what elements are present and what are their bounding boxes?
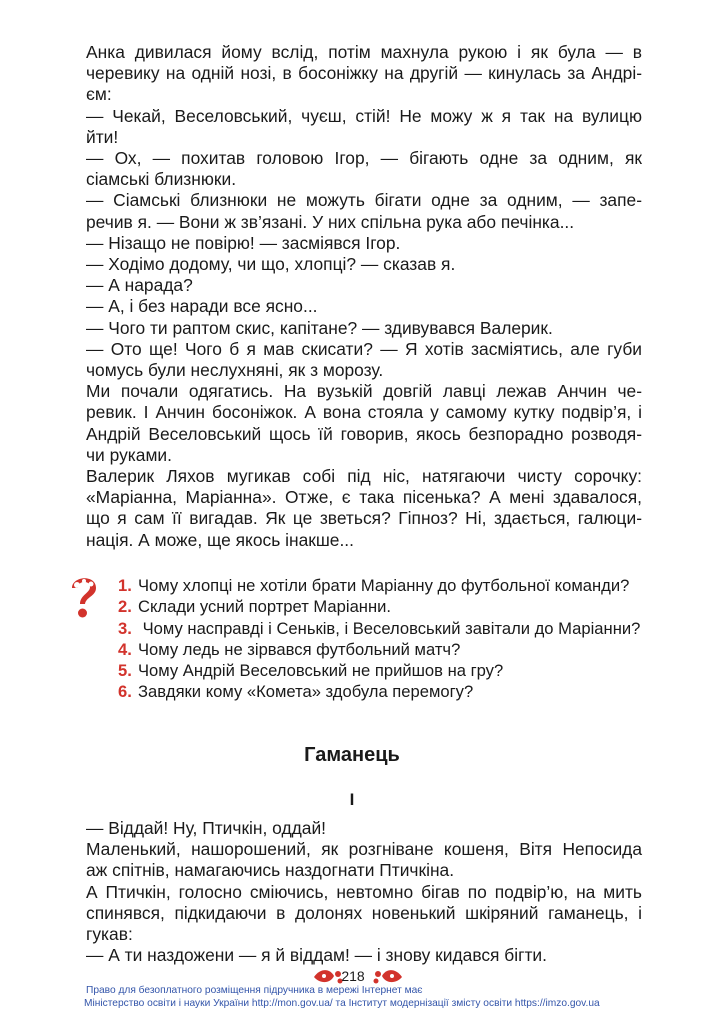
question-text: Склади усний портрет Маріанни. — [138, 597, 392, 617]
text-line: — Ох, — похитав головою Ігор, — бігають одне за одним, як — [86, 148, 642, 169]
questions-list — [118, 575, 658, 703]
text-line: А Птичкін, голосно сміючись, невтомно бігав по подвір’ю, на мить — [86, 881, 642, 902]
text-line: спинявся, підкидаючи в долонях новенький шкіряний гаманець, і — [86, 902, 642, 923]
question-number: 2. — [118, 597, 132, 617]
section-title: Гаманець — [304, 744, 400, 766]
question-text: Чому хлопці не хотіли брати Маріанну до футбольної команди? — [138, 576, 630, 595]
text-line: Андрій Веселовський щось їй говорив, якось безпорадно розводя- — [86, 423, 642, 444]
story2-text — [86, 818, 642, 966]
text-line: — Ходімо додому, чи що, хлопці? — сказав я. — [86, 254, 456, 275]
text-line: — Чого ти раптом скис, капітане? — здивувався Валерик. — [86, 317, 553, 338]
text-line: — А ти наздожени — я й віддам! — і знову кидався бігти. — [86, 945, 547, 966]
footer — [84, 984, 684, 1010]
text-line: нація. А може, ще якось інакше... — [86, 529, 354, 550]
text-line: сіамські близнюки. — [86, 169, 237, 190]
question-item — [118, 681, 658, 702]
story-text — [86, 42, 642, 551]
text-line: що я сам її вигадав. Як це зветься? Гіпноз? Ні, здається, галюци- — [86, 508, 642, 529]
question-text: Чому Андрій Веселовський не прийшов на гру? — [138, 661, 504, 681]
text-line: речив я. — Вони ж зв’язані. У них спільна рука або печінка... — [86, 211, 575, 232]
text-line: аж спітнів, намагаючись наздогнати Птичкіна. — [86, 860, 455, 881]
text-line: «Маріанна, Маріанна». Отже, є така пісенька? А мені здавалося, — [86, 487, 642, 508]
text-line: — А нарада? — [86, 275, 193, 296]
question-mark-icon — [64, 572, 104, 622]
question-number: 5. — [118, 661, 132, 681]
question-text: Чому насправді і Сеньків, і Веселовський завітали до Маріанни? — [138, 618, 641, 638]
question-item — [118, 639, 658, 660]
text-line: чи руками. — [86, 444, 172, 465]
text-line: ревик. І Анчин босоніжок. А вона стояла у самому кутку подвір’я, і — [86, 402, 642, 423]
text-line: Маленький, нашорошений, як розгніване кошеня, Вітя Непосида — [86, 839, 642, 860]
question-text: Завдяки кому «Комета» здобула перемогу? — [138, 682, 474, 702]
text-line: Анка дивилася йому вслід, потім махнула рукою і як була — в — [86, 42, 642, 62]
question-number: 3. — [118, 618, 132, 638]
text-line: — Ото ще! Чого б я мав скисати? — Я хотів засміятись, але губи — [86, 338, 642, 359]
text-line: йти! — [86, 126, 119, 147]
text-line: Ми почали одягатись. На вузькій довгій лавці лежав Анчин че- — [86, 381, 642, 402]
footer-line-2: Міністерство освіти і науки України http://mon.gov.ua/ та Інститут модернізації змісту освіти https://imzo.gov.ua — [84, 998, 600, 1009]
question-number: 4. — [118, 639, 132, 659]
text-line: — Віддай! Ну, Птичкін, оддай! — [86, 818, 326, 838]
text-line: — Сіамські близнюки не можуть бігати одне за одним, — запе- — [86, 190, 642, 211]
text-line: черевику на одній нозі, в босоніжку на другій — кинулась за Андрі- — [86, 63, 642, 84]
text-line: Валерик Ляхов мугикав собі під ніс, натягаючи чисту сорочку: — [86, 466, 642, 487]
text-line: — Чекай, Веселовський, чуєш, стій! Не можу ж я так на вулицю — [86, 105, 642, 126]
text-line: єм: — [86, 84, 112, 105]
question-number: 6. — [118, 682, 132, 702]
text-line: гукав: — [86, 924, 133, 945]
question-item — [118, 618, 658, 639]
question-text: Чому ледь не зірвався футбольний матч? — [138, 639, 461, 659]
question-number: 1. — [118, 576, 132, 595]
chapter-number: I — [349, 790, 355, 809]
footer-line-1: Право для безоплатного розміщення підручника в мережі Інтернет має — [86, 985, 423, 996]
question-item — [118, 660, 658, 681]
page-number: 218 — [341, 968, 365, 984]
question-item — [118, 596, 658, 617]
text-line: — Нізащо не повірю! — засміявся Ігор. — [86, 232, 401, 253]
text-line: чомусь були неслухняні, як з морозу. — [86, 360, 384, 381]
question-item — [118, 575, 658, 596]
text-line: — А, і без наради все ясно... — [86, 296, 318, 317]
